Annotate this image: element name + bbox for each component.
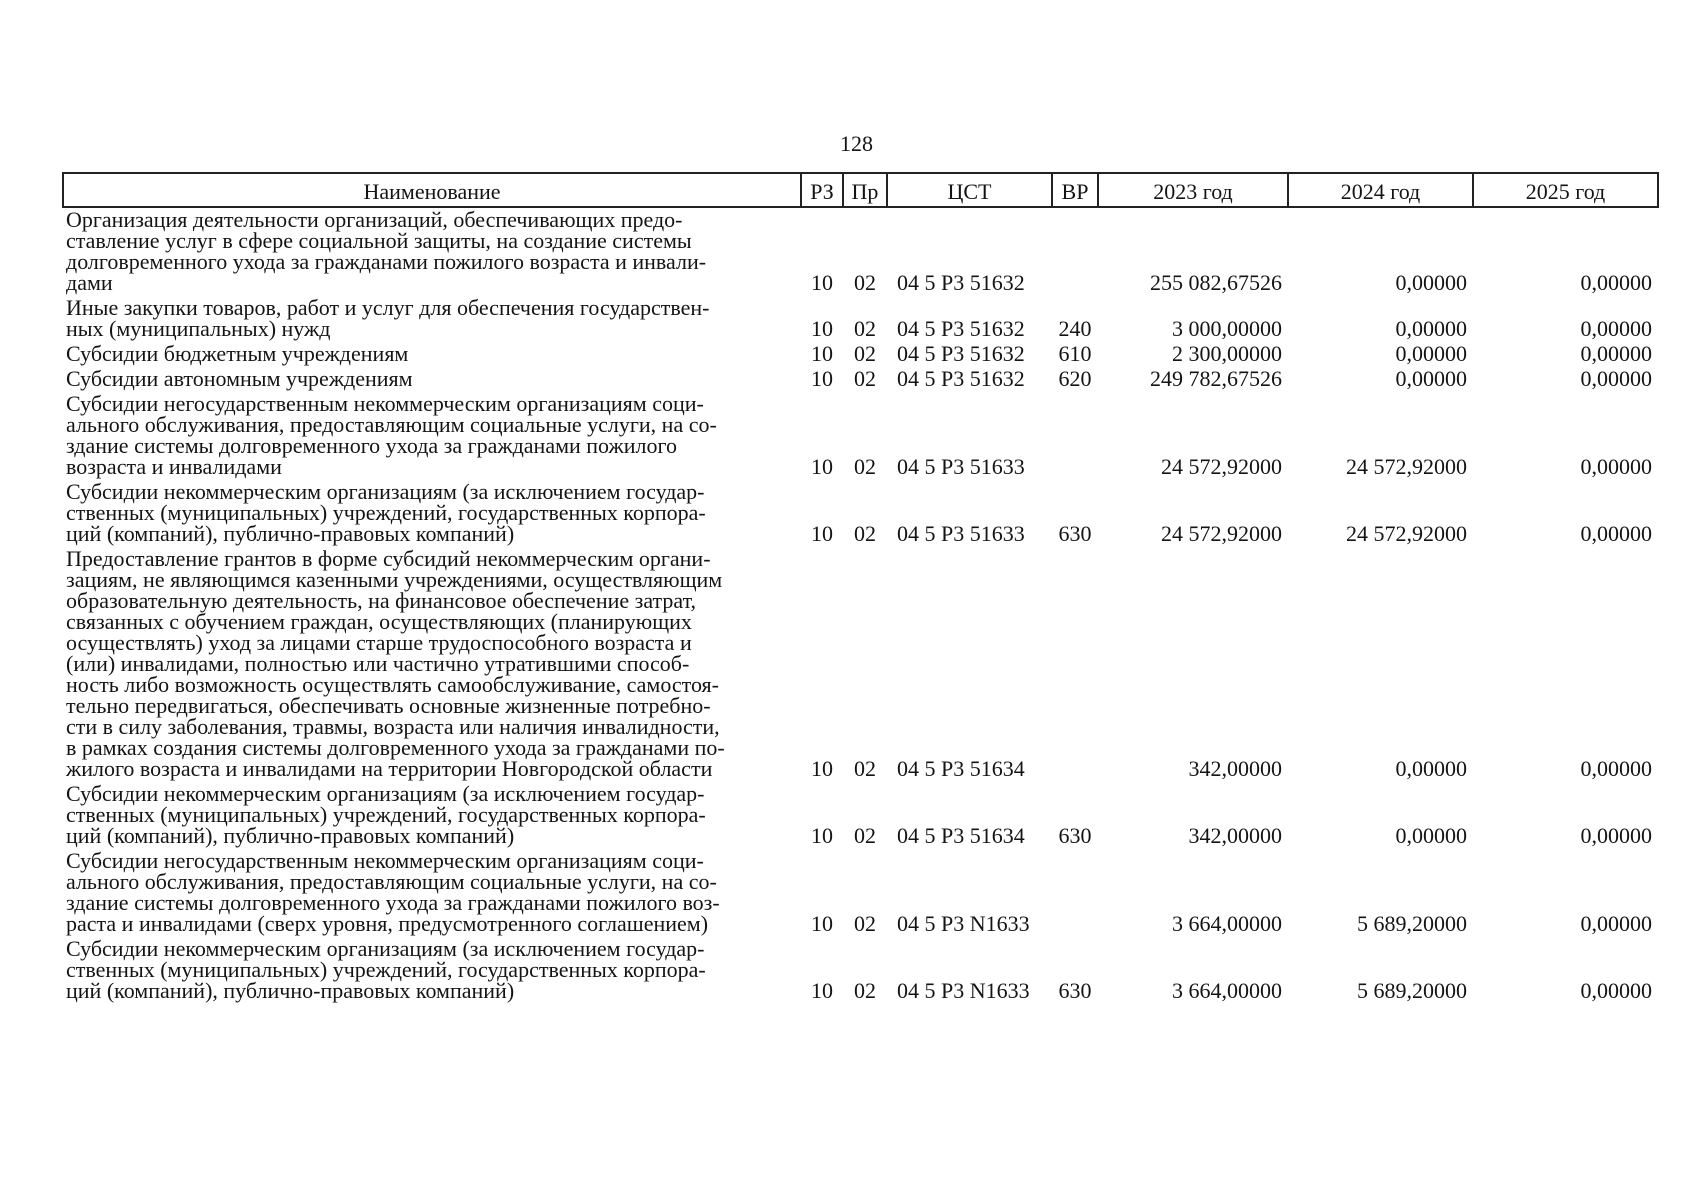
row-name-line: здание системы долговременного ухода за гражданами пожилого воз- xyxy=(66,890,720,915)
budget-table xyxy=(62,172,1659,1004)
row-name-line: ций (компаний), публично-правовых компаний) xyxy=(66,978,515,1003)
row-amount-2025: 0,00000 xyxy=(1580,978,1652,1003)
row-amount-2024: 5 689,20000 xyxy=(1357,978,1467,1003)
row-name-line: здание системы долговременного ухода за гражданами пожилого xyxy=(66,433,677,458)
row-name-line: тельно передвигаться, обеспечивать основные жизненные потребно- xyxy=(66,693,711,718)
table-row xyxy=(63,782,1658,849)
table-row xyxy=(63,547,1658,782)
row-amount-2024: 5 689,20000 xyxy=(1357,911,1467,936)
row-name-line: дами xyxy=(66,270,113,295)
row-pr: 02 xyxy=(854,756,876,781)
row-cst: 04 5 Р3 51633 xyxy=(897,454,1025,479)
row-cst: 04 5 Р3 51632 xyxy=(897,270,1025,295)
row-vr xyxy=(1052,547,1098,782)
column-header-2024: 2024 год xyxy=(1288,173,1473,207)
page-number: 128 xyxy=(840,131,873,156)
row-name-line: ального обслуживания, предоставляющим социальные услуги, на со- xyxy=(66,869,717,894)
row-pr: 02 xyxy=(854,521,876,546)
row-name-line: в рамках создания системы долговременного ухода за гражданами по- xyxy=(66,735,725,760)
row-pr: 02 xyxy=(854,823,876,848)
row-name xyxy=(63,296,801,342)
table-row xyxy=(63,392,1658,480)
row-name-line: Субсидии негосударственным некоммерческим организациям соци- xyxy=(66,391,704,416)
row-cst: 04 5 Р3 N1633 xyxy=(897,978,1030,1003)
row-name xyxy=(63,782,801,849)
column-header-pr: Пр xyxy=(843,173,887,207)
table-row xyxy=(63,937,1658,1004)
row-vr: 620 xyxy=(1058,366,1092,391)
table-row xyxy=(63,367,1658,392)
row-amount-2025: 0,00000 xyxy=(1580,270,1652,295)
row-cst: 04 5 Р3 51634 xyxy=(897,823,1025,848)
row-vr xyxy=(1052,849,1098,937)
row-amount-2023: 3 664,00000 xyxy=(1172,911,1282,936)
row-name-line: Предоставление грантов в форме субсидий некоммерческим органи- xyxy=(66,546,711,571)
row-cst: 04 5 Р3 51632 xyxy=(897,341,1025,366)
table-row xyxy=(63,296,1658,342)
row-rz: 10 xyxy=(811,978,833,1003)
row-amount-2025: 0,00000 xyxy=(1580,366,1652,391)
table-row xyxy=(63,207,1658,296)
row-name-line: ных (муниципальных) нужд xyxy=(66,316,331,341)
row-name-line: Субсидии некоммерческим организациям (за исключением государ- xyxy=(66,781,705,806)
row-name-line: возраста и инвалидами xyxy=(66,454,282,479)
row-amount-2024: 0,00000 xyxy=(1395,270,1467,295)
row-name-line: сти в силу заболевания, травмы, возраста или наличия инвалидности, xyxy=(66,714,720,739)
row-name-line: (или) инвалидами, полностью или частично утратившими способ- xyxy=(66,651,690,676)
row-amount-2025: 0,00000 xyxy=(1580,316,1652,341)
row-name-line: Организация деятельности организаций, обеспечивающих предо- xyxy=(66,207,683,232)
row-amount-2024: 0,00000 xyxy=(1395,341,1467,366)
row-name-line: ций (компаний), публично-правовых компаний) xyxy=(66,823,515,848)
column-header-vr: ВР xyxy=(1052,173,1098,207)
row-name-line: ставление услуг в сфере социальной защиты, на создание системы xyxy=(66,228,692,253)
row-cst: 04 5 Р3 51632 xyxy=(897,366,1025,391)
row-name-line: ций (компаний), публично-правовых компаний) xyxy=(66,521,515,546)
row-name xyxy=(63,367,801,392)
row-rz: 10 xyxy=(811,756,833,781)
table-row xyxy=(63,849,1658,937)
row-pr: 02 xyxy=(854,341,876,366)
row-amount-2023: 255 082,67526 xyxy=(1150,270,1282,295)
row-amount-2024: 0,00000 xyxy=(1395,823,1467,848)
row-amount-2024: 0,00000 xyxy=(1395,316,1467,341)
row-name-line: образовательную деятельность, на финансовое обеспечение затрат, xyxy=(66,588,697,613)
column-header-name: Наименование xyxy=(63,173,801,207)
row-amount-2024: 24 572,92000 xyxy=(1346,454,1467,479)
row-name xyxy=(63,937,801,1004)
row-rz: 10 xyxy=(811,911,833,936)
row-amount-2025: 0,00000 xyxy=(1580,823,1652,848)
row-name-line: Субсидии автономным учреждениям xyxy=(66,366,413,391)
column-header-cst: ЦСТ xyxy=(887,173,1052,207)
table-row xyxy=(63,480,1658,547)
table-header xyxy=(63,173,1658,207)
row-name-line: ственных (муниципальных) учреждений, государственных корпора- xyxy=(66,500,706,525)
row-rz: 10 xyxy=(811,316,833,341)
row-name-line: Субсидии негосударственным некоммерческим организациям соци- xyxy=(66,848,704,873)
row-rz: 10 xyxy=(811,341,833,366)
row-amount-2025: 0,00000 xyxy=(1580,756,1652,781)
row-pr: 02 xyxy=(854,366,876,391)
budget-table-container xyxy=(62,172,1657,1004)
row-name-line: Иные закупки товаров, работ и услуг для обеспечения государствен- xyxy=(66,295,710,320)
row-amount-2023: 2 300,00000 xyxy=(1172,341,1282,366)
row-amount-2025: 0,00000 xyxy=(1580,454,1652,479)
row-name-line: жилого возраста и инвалидами на территории Новгородской области xyxy=(66,756,713,781)
row-pr: 02 xyxy=(854,270,876,295)
row-rz: 10 xyxy=(811,366,833,391)
row-rz: 10 xyxy=(811,823,833,848)
column-header-2023: 2023 год xyxy=(1098,173,1288,207)
row-cst: 04 5 Р3 N1633 xyxy=(897,911,1030,936)
row-amount-2025: 0,00000 xyxy=(1580,521,1652,546)
row-rz: 10 xyxy=(811,270,833,295)
row-amount-2023: 249 782,67526 xyxy=(1150,366,1282,391)
row-pr: 02 xyxy=(854,454,876,479)
table-row xyxy=(63,342,1658,367)
row-vr: 610 xyxy=(1058,341,1092,366)
column-header-2025: 2025 год xyxy=(1473,173,1658,207)
row-vr: 240 xyxy=(1058,316,1092,341)
row-name-line: Субсидии некоммерческим организациям (за исключением государ- xyxy=(66,479,705,504)
row-pr: 02 xyxy=(854,911,876,936)
row-vr: 630 xyxy=(1058,978,1092,1003)
row-rz: 10 xyxy=(811,521,833,546)
row-name xyxy=(63,849,801,937)
row-name xyxy=(63,342,801,367)
row-amount-2023: 3 664,00000 xyxy=(1172,978,1282,1003)
row-name-line: связанных с обучением граждан, осуществляющих (планирующих xyxy=(66,609,692,634)
row-amount-2024: 0,00000 xyxy=(1395,756,1467,781)
row-amount-2025: 0,00000 xyxy=(1580,911,1652,936)
header-row xyxy=(63,173,1658,207)
row-amount-2024: 24 572,92000 xyxy=(1346,521,1467,546)
row-name-line: Субсидии бюджетным учреждениям xyxy=(66,341,409,366)
row-amount-2023: 24 572,92000 xyxy=(1161,521,1282,546)
row-amount-2023: 3 000,00000 xyxy=(1172,316,1282,341)
row-vr: 630 xyxy=(1058,521,1092,546)
row-name-line: ственных (муниципальных) учреждений, государственных корпора- xyxy=(66,802,706,827)
row-cst: 04 5 Р3 51633 xyxy=(897,521,1025,546)
row-name xyxy=(63,547,801,782)
row-name xyxy=(63,207,801,296)
row-vr: 630 xyxy=(1058,823,1092,848)
row-name xyxy=(63,392,801,480)
row-name-line: раста и инвалидами (сверх уровня, предусмотренного соглашением) xyxy=(66,911,709,936)
row-pr: 02 xyxy=(854,978,876,1003)
row-amount-2023: 342,00000 xyxy=(1188,756,1282,781)
row-name-line: зациям, не являющимся казенными учреждениями, осуществляющим xyxy=(66,567,723,592)
row-name-line: осуществлять) уход за лицами старше трудоспособного возраста и xyxy=(66,630,692,655)
row-name-line: ственных (муниципальных) учреждений, государственных корпора- xyxy=(66,957,706,982)
row-amount-2025: 0,00000 xyxy=(1580,341,1652,366)
row-name-line: Субсидии некоммерческим организациям (за исключением государ- xyxy=(66,936,705,961)
column-header-rz: РЗ xyxy=(801,173,843,207)
table-body xyxy=(63,207,1658,1004)
row-vr xyxy=(1052,392,1098,480)
row-name-line: ность либо возможность осуществлять самообслуживание, самостоя- xyxy=(66,672,719,697)
row-rz: 10 xyxy=(811,454,833,479)
row-vr xyxy=(1052,207,1098,296)
row-name-line: долговременного ухода за гражданами пожилого возраста и инвали- xyxy=(66,249,707,274)
row-amount-2023: 342,00000 xyxy=(1188,823,1282,848)
row-name xyxy=(63,480,801,547)
row-amount-2023: 24 572,92000 xyxy=(1161,454,1282,479)
row-name-line: ального обслуживания, предоставляющим социальные услуги, на со- xyxy=(66,412,717,437)
row-pr: 02 xyxy=(854,316,876,341)
row-amount-2024: 0,00000 xyxy=(1395,366,1467,391)
row-cst: 04 5 Р3 51632 xyxy=(897,316,1025,341)
row-cst: 04 5 Р3 51634 xyxy=(897,756,1025,781)
